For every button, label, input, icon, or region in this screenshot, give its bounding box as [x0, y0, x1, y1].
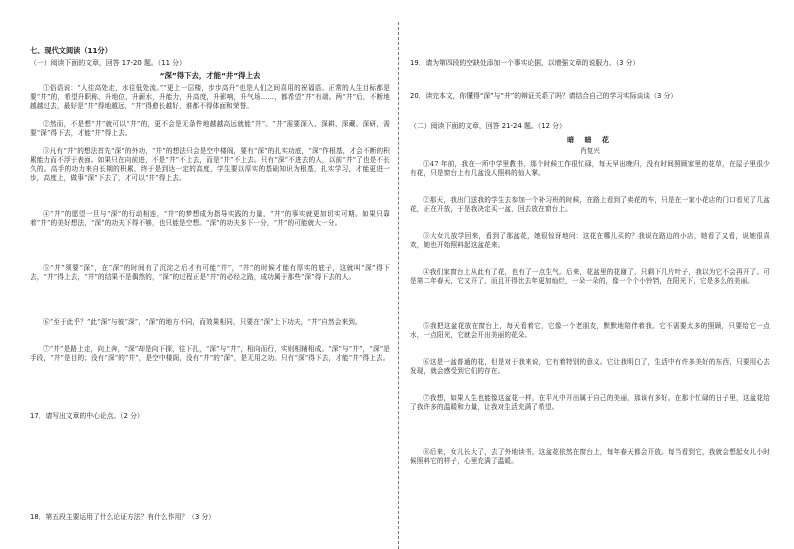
paragraph-r7: ⑦我想，如果人生也能像这盆花一样，在平凡中开出属于自己的美丽，那该有多好。在那个忙碌的日子里，这盆花给了我许多的温暖和力量，让我对生活充满了希望。: [410, 394, 770, 411]
paragraph-r6: ⑥这是一盆普通的花，但是对于我来说，它有着特别的意义。它让我明白了，生活中有许多美好的东西，只要用心去发现，就会感受到它们的存在。: [410, 358, 770, 375]
question-20: 20．读完本文，你懂得“深”与“井”的辩证关系了吗？请结合自己的学习实际谈谈（3 分）: [410, 92, 678, 100]
right-column: [410, 0, 770, 549]
reading-instruction-1: （一）阅读下面的文章，回答 17-20 题。（11 分）: [30, 59, 186, 67]
paragraph-r1: ①47 年前，我在一所中学里教书，那个时候工作很忙碌，每天早出晚归，没有时间照顾家里的花草，在屋子里很少有花，只是窗台上有几盆没人照料的仙人掌。: [410, 160, 770, 177]
paragraph-5: ⑤“井”须要“深”，在“深”的时间有了沉淀之后才有可能“井”，“井”的时候才能有厚实的底子，这就叫“深”得下去，“井”得上去，“井”的结果不是偶然的，“深”的过程正是“井”的必经之路，成功属于那些“深”得下去的人。: [30, 264, 390, 281]
article-title-1: “深”得下去，才能“井”得上去: [159, 71, 261, 80]
paragraph-r4: ④我们家窗台上从此有了花，也有了一点生气。后来，花盆里的花谢了，只剩下几片叶子，我以为它不会再开了。可是第二年春天，它又开了，而且开得比去年更加灿烂，一朵一朵的，像一个个小铃铛，在阳光下，它是多么的美丽。: [410, 268, 770, 285]
article-author: 肖复兴: [580, 147, 600, 155]
column-divider: [398, 22, 399, 549]
paragraph-r3: ③大女儿放学回来，看到了那盆花，她很惊讶地问：这花在哪儿买的？我说在路边的小店，她看了又看，说她很喜欢，她也开始照料起这盆花来。: [410, 232, 770, 249]
reading-instruction-2: （二）阅读下面的文章，回答 21-24 题。（12 分）: [410, 122, 566, 130]
paragraph-r5: ⑤我把这盆花放在窗台上，每天看着它，它像一个老朋友，默默地陪伴着我。它不需要太多的照顾，只要给它一点水，一点阳光，它就会开出美丽的花朵。: [410, 322, 770, 339]
paragraph-1: ①俗语说：“人往高处走，水往低处流。”“更上一层楼，步步高升”也是人们之间喜用的祝福语。正常的人生目标都是要“井”的，希望升职称，升地位，升薪水，升能力，升高度，升影响，升气场……，都希望“井”有端。两“井”后，不断地越越过去，最好是“井”得地越远，“井”得愈长越好，谁都不得体面和荣誉。: [30, 84, 390, 110]
question-19: 19．请为第四段的空缺处添加一个事实论据，以增强文章的说服力。（3 分）: [410, 59, 640, 67]
article-title-2: 暗 暗 花: [567, 135, 613, 144]
paragraph-2: ②然而，不是想“井”就可以“井”的，更不会是无条件地越越高远就能“井”。“井”需要深入、深耕、深藏、深研，需要“深”得下去，才能“井”得上去。: [30, 120, 390, 137]
question-17: 17．请写出文章的中心论点。（2 分）: [30, 412, 144, 420]
paragraph-6: ⑥“至于此乎？”此“深”与彼“深”，“深”的地方不同，而效果相同，只要在“深”上下功夫，“井”自然会来到。: [43, 318, 362, 326]
paragraph-4: ④“井”的愿望一旦与“深”的行动相连，“井”的梦想成为指导实践的力量，“井”的事实就更加切实可期。如果只靠着“井”的美好想法，“深”的功夫下得不够，也只能是空想。“深”的功夫多下一分，“井”的可能就大一分。: [30, 210, 390, 227]
paragraph-7: ⑦“井”是路上走，向上奔，“深”却是向下探，往下扎，“深”与“井”，相向而行，实则相辅相成。“深”与“井”，“深”是手段，“井”是目的；没有“深”的“井”，是空中楼阁，没有“井”的“深”，是无用之功。只有“深”得下去，才能“井”得上去。: [30, 345, 390, 362]
paragraph-r2: ②那天，我出门送我的学生去参加一个补习班的时候，在路上看到了卖花的车，只是在一家小花店的门口看见了几盆花，正在开放，于是我决定买一盆，回去放在窗台上。: [410, 196, 770, 213]
left-column: [30, 0, 390, 549]
section-header: 七、现代文阅读（11分）: [30, 46, 112, 55]
question-18: 18．第五段主要运用了什么论证方法？有什么作用？（3 分）: [30, 513, 216, 521]
paragraph-3: ③凡有“井”的想法首先“深”的外功，“井”的想法只会是空中楼阁，要有“深”的扎实功底，“深”作根基，才会不断的积累能力而不浮于表面。如果只在向前进，不是“井”不上去，而是“井”不上去。只有“深”不进去的人，以前“井”了也是不长久的。高手的功力来自长期的积累，终于是到达一定的高度，学生要以厚实的基础知识为根基，扎实学习，才能更进一步，高度上，做事“深”下去了，才可以“井”得上去。: [30, 147, 390, 182]
paragraph-r8: ⑧后来，女儿长大了，去了外地读书，这盆花依然在窗台上，每年春天都会开放。每当看到它，我就会想起女儿小时候照料它的样子，心里充满了温暖。: [410, 448, 770, 465]
